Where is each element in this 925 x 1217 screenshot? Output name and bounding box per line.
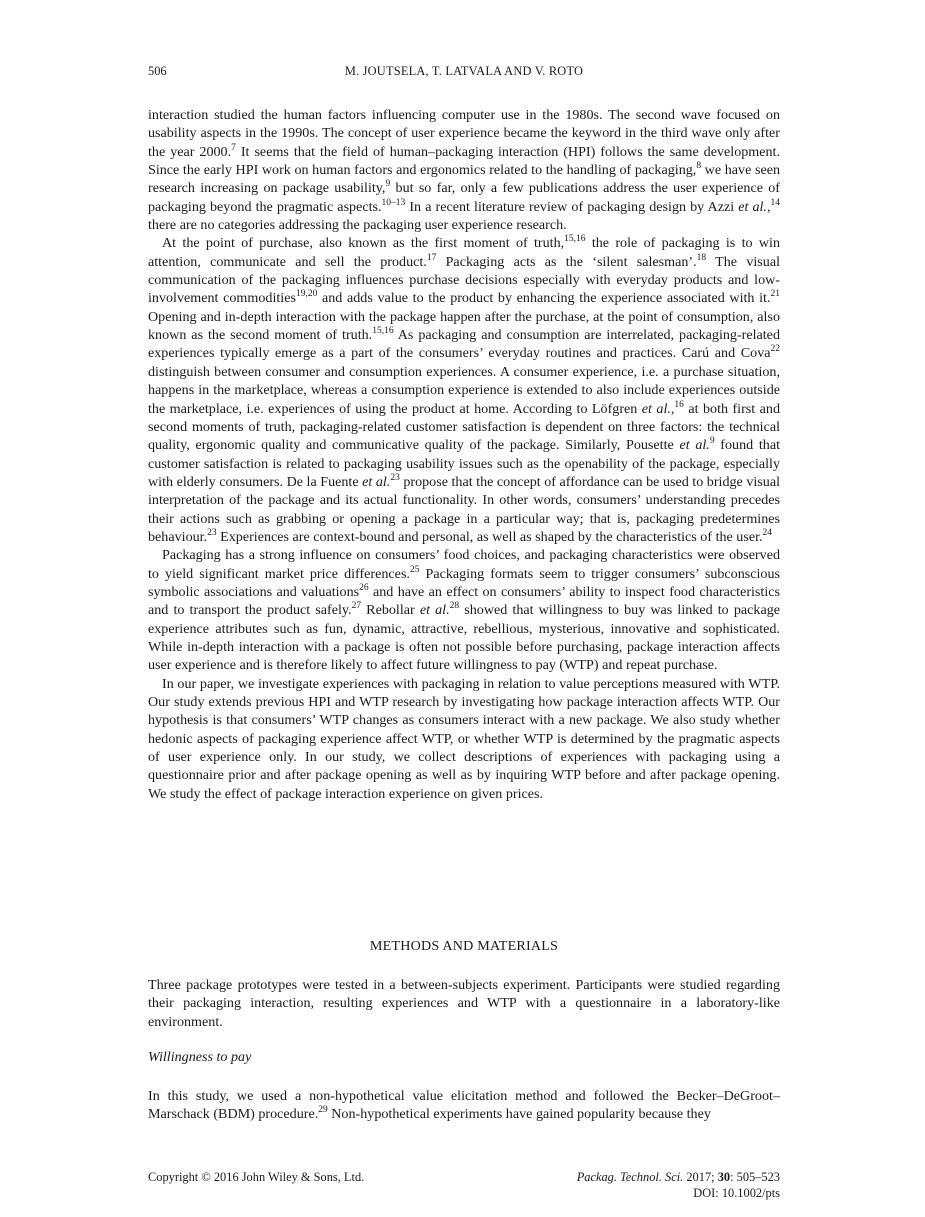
citation-ref[interactable]: 8 (696, 161, 702, 172)
citation-ref[interactable]: 15,16 (564, 234, 586, 245)
citation-ref[interactable]: 9 (385, 179, 391, 190)
paragraph: In our paper, we investigate experiences with packaging in relation to value perceptions measured with WTP. Our study extends previous HPI and WTP research by investigating how package interaction affects WTP. Our hypothesis is that consumers’ WTP changes as consumers interact with a new package. We also study whether hedonic aspects of packaging experience affect WTP, or whether WTP is determined by the pragmatic aspects of user experience only. In our study, we collect descriptions of experiences with packaging using a questionnaire prior and after package opening as well as by inquiring WTP before and after package opening. We study the effect of package interaction experience on given prices. (148, 675, 780, 802)
doi-link[interactable]: DOI: 10.1002/pts (693, 1186, 780, 1200)
journal-citation: Packag. Technol. Sci. 2017; 30: 505–523 (576, 1170, 780, 1184)
copyright-notice: Copyright © 2016 John Wiley & Sons, Ltd. (148, 1170, 365, 1184)
citation-ref[interactable]: 23 (390, 472, 400, 483)
citation-ref[interactable]: 26 (359, 582, 369, 593)
paragraph: In this study, we used a non-hypothetical value elicitation method and followed the Becker–DeGroot–Marschack (BDM) procedure.$^{29}$ Non-hypothetical experiments have gained popularity because they (148, 1088, 780, 1123)
citation-ref[interactable]: 25 (409, 564, 420, 575)
citation-ref[interactable]: 15,16 (372, 326, 394, 337)
section-heading: METHODS AND MATERIALS (369, 938, 559, 954)
paragraph: Three package prototypes were tested in a between-subjects experiment. Participants were studied regarding their packaging interaction, resulting experiences and WTP with a questionnaire in a laboratory-like environment. (148, 977, 780, 1030)
citation-ref[interactable]: 27 (351, 601, 362, 612)
citation-ref[interactable]: 28 (449, 601, 460, 612)
citation-ref[interactable]: 18 (696, 252, 707, 263)
citation-ref[interactable]: 23 (207, 527, 217, 538)
citation-ref[interactable]: 29 (318, 1105, 328, 1116)
citation-ref[interactable]: 9 (709, 436, 715, 447)
citation-ref[interactable]: 16 (674, 399, 684, 410)
citation-ref[interactable]: 21 (770, 289, 780, 300)
citation-ref[interactable]: 7 (231, 142, 236, 153)
running-head (148, 64, 780, 80)
methods-intro (148, 976, 780, 1031)
paragraph: Packaging has a strong influence on consumers’ food choices, and packaging characteristics were observed to yield significant market price differences.$^{25}$ Packaging formats seem to trigger consumers’ subconscious symbolic associations and valuations$^{26}$ and have an effect on consumers’ ability to inspect food characteristics and to transport the product safely.$^{27}$ Rebollar et al.$^{28}$ showed that willingness to buy was linked to package experience attributes such as fun, dynamic, attractive, rebellious, mysterious, innovative and sophisticated. While in-depth interaction with a package is often not possible before purchasing, package interaction affects user experience and is therefore likely to affect future willingness to pay (WTP) and repeat purchase. (148, 547, 781, 674)
citation-ref[interactable]: 19,20 (295, 289, 318, 300)
page-number: 506 (148, 64, 167, 78)
running-head-authors: M. JOUTSELA, T. LATVALA AND V. ROTO (344, 64, 584, 78)
citation-ref[interactable]: 22 (770, 344, 780, 355)
paragraph: At the point of purchase, also known as the first moment of truth,$^{15,16}$ the role of packaging is to win attention, communicate and sell the product.$^{17}$ Packaging acts as the ‘silent salesman’.$^{18}$ The visual communication of the packaging influences purchase decisions especially with everyday products and low-involvement commodities$^{19,20}$ and adds value to the product by enhancing the experience associated with it.$^{21}$ Opening and in-depth interaction with the package happen after the purchase, at the point of consumption, also known as the second moment of truth.$^{15,16}$ As packaging and consumption are interrelated, packaging-related experiences typically emerge as a part of the consumers’ everyday routines and practices. Carú and Cova$^{22}$ distinguish between consumer and consumption experiences. A consumer experience, i.e. a purchase situation, happens in the marketplace, whereas a consumption experience is extended to also include experiences outside the marketplace, i.e. experiences of using the product at home. According to Löfgren et al.,$^{16}$ at both first and second moments of truth, packaging-related customer satisfaction is dependent on three factors: the technical quality, ergonomic quality and communicative quality of the package. Similarly, Pousette et al.$^9$ found that customer satisfaction is related to packaging usability issues such as the openability of the package, especially with elderly consumers. De la Fuente et al.$^{23}$ propose that the concept of affordance can be used to bridge visual interpretation of the package and its actual functionality. In other words, consumers’ understanding precedes their actions such as grabbing or opening a package in a particular way; that is, packaging predetermines behaviour.$^{23}$ Experiences are context-bound and personal, as well as shaped by the characteristics of the user.$^{24}$ (148, 234, 781, 545)
body-text (148, 106, 780, 803)
subsection-heading: Willingness to pay (148, 1049, 252, 1065)
citation-ref[interactable]: 24 (762, 527, 773, 538)
paragraph: interaction studied the human factors influencing computer use in the 1980s. The second wave focused on usability aspects in the 1990s. The concept of user experience became the keyword in the third wave only after the year 2000.$^7$ It seems that the field of human–packaging interaction (HPI) follows the same development. Since the early HPI work on human factors and ergonomics related to the handling of packaging,$^8$ we have seen research increasing on package usability,$^9$ but so far, only a few publications address the user experience of packaging beyond the pragmatic aspects.$^{10-13}$ In a recent literature review of packaging design by Azzi et al.,$^{14}$ there are no categories addressing the packaging user experience research. (148, 107, 781, 234)
citation-ref[interactable]: 17 (426, 252, 437, 263)
wtp-text (148, 1087, 780, 1124)
citation-ref[interactable]: 10–13 (381, 197, 406, 208)
citation-ref[interactable]: 14 (770, 197, 780, 208)
